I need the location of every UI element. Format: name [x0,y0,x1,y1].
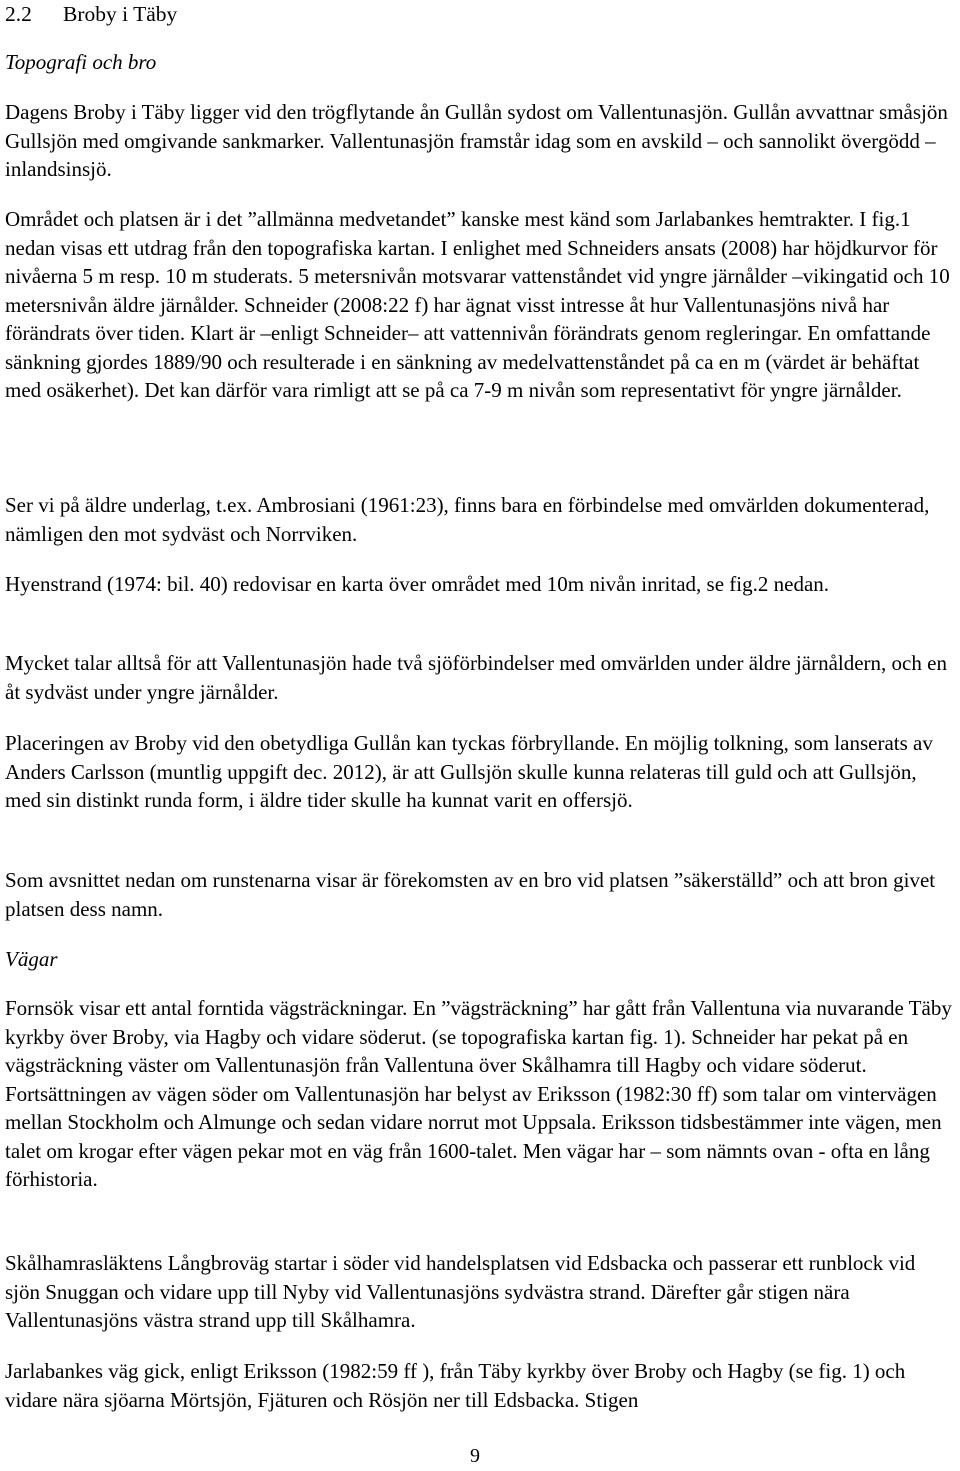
section-title: Broby i Täby [63,2,178,26]
paragraph-2: Området och platsen är i det ”allmänna medvetandet” kanske mest känd som Jarlabankes hemtrakter. I fig.1 nedan visas ett utdrag från den topografiska kartan. I enlighet med Schneiders ansats (2008) har höjdkurvor för nivåerna 5 m resp. 10 m studerats. 5 metersnivån motsvarar vattenståndet vid yngre järnålder –vikingatid och 10 metersnivån äldre järnålder. Schneider (2008:22 f) har ägnat visst intresse åt hur Vallentunasjöns nivå har förändrats över tiden. Klart är –enligt Schneider– att vattennivån förändrats genom regleringar. En omfattande sänkning gjordes 1889/90 och resulterade i en sänkning av medelvattenståndet på ca en m (värdet är behäftat med osäkerhet). Det kan därför vara rimligt att se på ca 7-9 m nivån som representativt för yngre järnålder. [5,207,950,402]
paragraph-1: Dagens Broby i Täby ligger vid den trögflytande ån Gullån sydost om Vallentunasjön. Gullån avvattnar småsjön Gullsjön med omgivande sankmarker. Vallentunasjön framstår idag som en avskild – och sannolikt övergödd – inlandsinsjö. [5,100,948,181]
page-number: 9 [470,1445,480,1467]
subheading-vagar: Vägar [5,947,58,971]
subheading-topografi: Topografi och bro [5,50,157,74]
paragraph-8: Fornsök visar ett antal forntida vägsträckningar. En ”vägsträckning” har gått från Vallentuna via nuvarande Täby kyrkby över Broby, via Hagby och vidare söderut. (se topografiska kartan fig. 1). Schneider har pekat på en vägsträckning väster om Vallentunasjön från Vallentuna över Skålhamra till Hagby och vidare söderut. Fortsättningen av vägen söder om Vallentunasjön har belyst av Eriksson (1982:30 ff) som talar om vintervägen mellan Stockholm och Almunge och sedan vidare norrut mot Uppsala. Eriksson tidsbestämmer inte vägen, men talet om krogar efter vägen pekar mot en väg från 1600-talet. Men vägar har – som nämnts ovan - ofta en lång förhistoria. [5,996,952,1191]
paragraph-4: Hyenstrand (1974: bil. 40) redovisar en karta över området med 10m nivån inritad, se fig.2 nedan. [5,572,830,596]
paragraph-5: Mycket talar alltså för att Vallentunasjön hade två sjöförbindelser med omvärlden under äldre järnåldern, och en åt sydväst under yngre järnålder. [5,651,947,704]
paragraph-10: Jarlabankes väg gick, enligt Eriksson (1982:59 ff ), från Täby kyrkby över Broby och Hagby (se fig. 1) och vidare nära sjöarna Mörtsjön, Fjäturen och Rösjön ner till Edsbacka. Stigen [5,1359,906,1412]
paragraph-7: Som avsnittet nedan om runstenarna visar är förekomsten av en bro vid platsen ”säkerställd” och att bron givet platsen dess namn. [5,868,936,921]
section-heading [5,0,177,28]
paragraph-9: Skålhamrasläktens Långbroväg startar i söder vid handelsplatsen vid Edsbacka och passerar ett runblock vid sjön Snuggan och vidare upp till Nyby vid Vallentunasjöns sydvästra strand. Därefter går stigen nära Vallentunasjöns västra strand upp till Skålhamra. [5,1251,916,1332]
section-number: 2.2 [5,2,32,26]
paragraph-6: Placeringen av Broby vid den obetydliga Gullån kan tyckas förbryllande. En möjlig tolkning, som lanserats av Anders Carlsson (muntlig uppgift dec. 2012), är att Gullsjön skulle kunna relateras till guld och att Gullsjön, med sin distinkt runda form, i äldre tider skulle ha kunnat varit en offersjö. [5,731,933,812]
paragraph-3: Ser vi på äldre underlag, t.ex. Ambrosiani (1961:23), finns bara en förbindelse med omvärlden dokumenterad, nämligen den mot sydväst och Norrviken. [5,493,930,546]
